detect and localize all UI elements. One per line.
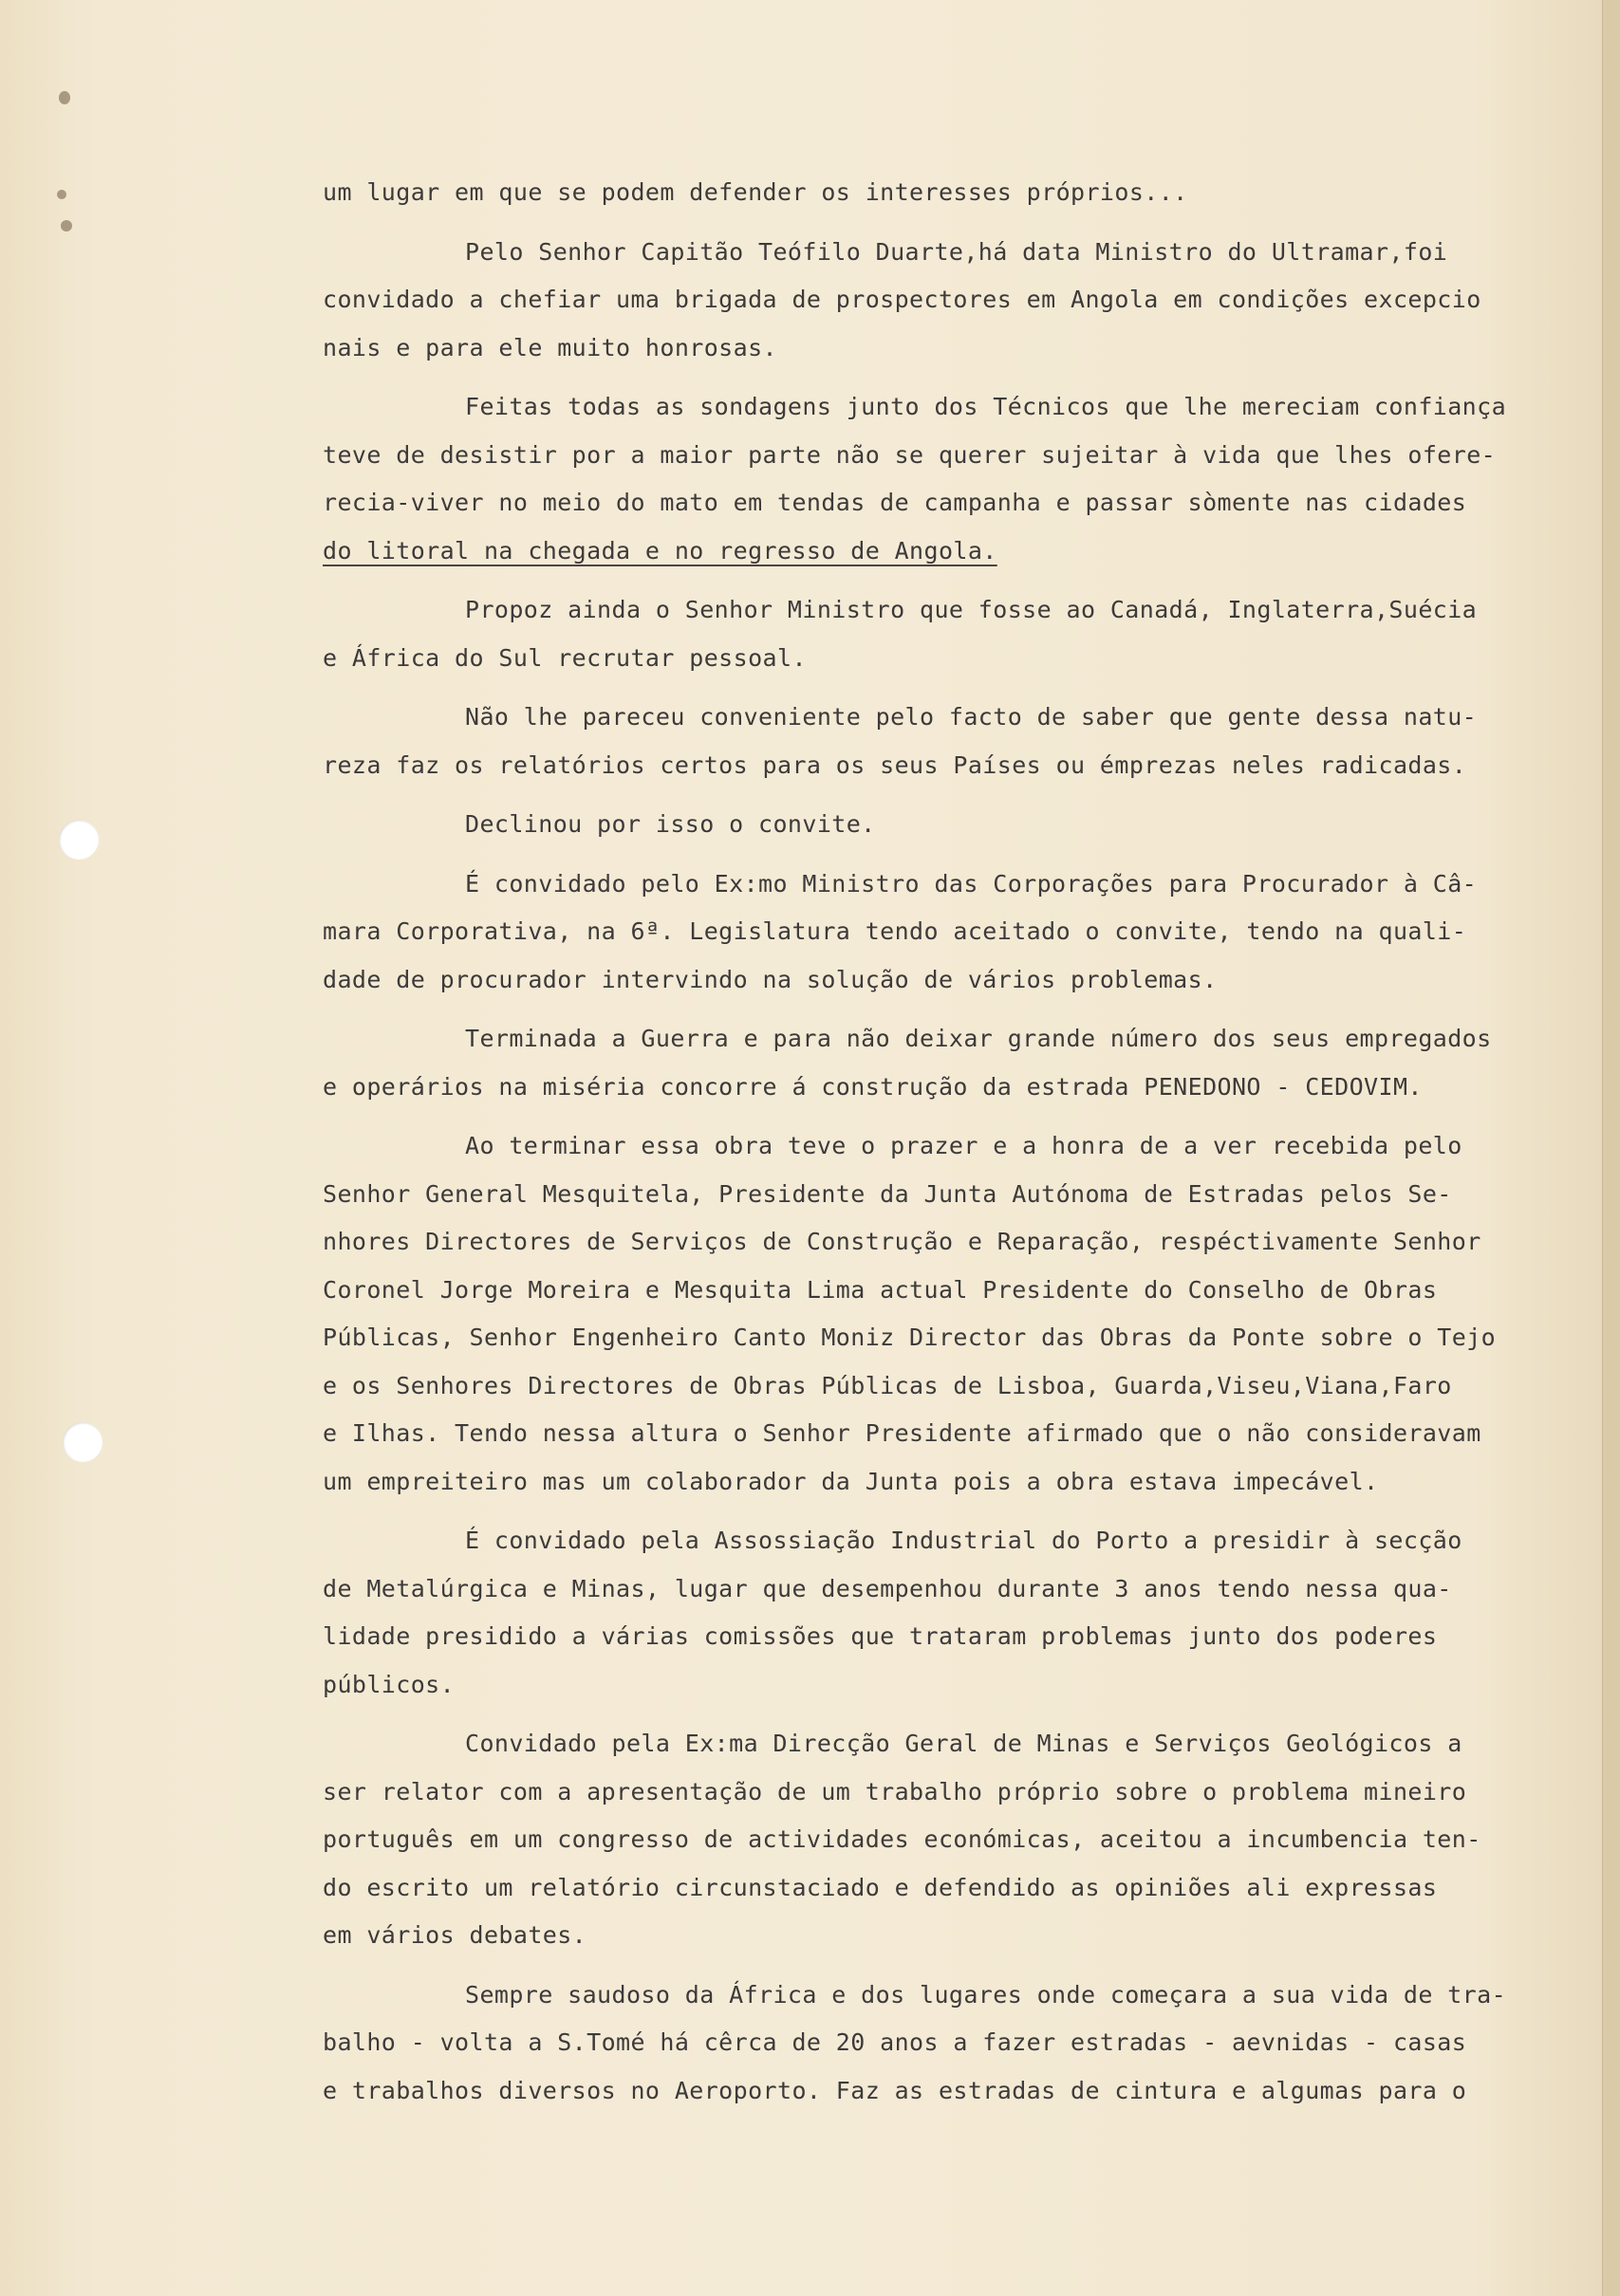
text-line: mara Corporativa, na 6ª. Legislatura tendo aceitado o convite, tendo na quali- bbox=[323, 917, 1467, 945]
paragraph bbox=[323, 586, 1594, 682]
text-line: um lugar em que se podem defender os interesses próprios... bbox=[323, 178, 1188, 206]
text-line: e África do Sul recrutar pessoal. bbox=[323, 643, 807, 672]
paragraph bbox=[323, 1972, 1594, 2116]
paper-stain bbox=[57, 190, 66, 199]
paper-stain bbox=[61, 220, 72, 231]
text-line: Feitas todas as sondagens junto dos Técnicos que lhe mereciam confiança bbox=[465, 393, 1507, 420]
text-line: nais e para ele muito honrosas. bbox=[323, 333, 777, 361]
text-line: Não lhe pareceu conveniente pelo facto de saber que gente dessa natu- bbox=[465, 703, 1478, 731]
text-line: um empreiteiro mas um colaborador da Junta pois a obra estava impecável. bbox=[323, 1467, 1379, 1495]
paragraph bbox=[323, 1720, 1594, 1960]
text-line: e os Senhores Directores de Obras Públicas de Lisboa, Guarda,Viseu,Viana,Faro bbox=[323, 1371, 1452, 1399]
text-line: e operários na miséria concorre á construção da estrada PENEDONO - CEDOVIM. bbox=[323, 1072, 1423, 1101]
text-line: Ao terminar essa obra teve o prazer e a honra de a ver recebida pelo bbox=[465, 1132, 1462, 1159]
text-line: dade de procurador intervindo na solução de vários problemas. bbox=[323, 965, 1218, 993]
paragraph bbox=[323, 1122, 1594, 1506]
paragraph bbox=[323, 694, 1594, 789]
text-line: português em um congresso de actividades económicas, aceitou a incumbencia ten- bbox=[323, 1825, 1481, 1853]
paragraph bbox=[323, 1015, 1594, 1111]
text-line: e Ilhas. Tendo nessa altura o Senhor Presidente afirmado que o não consideravam bbox=[323, 1419, 1481, 1447]
text-line: É convidado pelo Ex:mo Ministro das Corporações para Procurador à Câ- bbox=[465, 869, 1478, 898]
paragraph bbox=[323, 169, 1594, 217]
text-line: convidado a chefiar uma brigada de prospectores em Angola em condições excepcio bbox=[323, 286, 1481, 313]
text-line: Coronel Jorge Moreira e Mesquita Lima actual Presidente do Conselho de Obras bbox=[323, 1275, 1438, 1304]
page-edge bbox=[1602, 0, 1620, 2296]
text-line: recia-viver no meio do mato em tendas de campanha e passar sòmente nas cidades bbox=[323, 489, 1467, 516]
text-line: Senhor General Mesquitela, Presidente da Junta Autónoma de Estradas pelos Se- bbox=[323, 1179, 1452, 1208]
text-line: Terminada a Guerra e para não deixar grande número dos seus empregados bbox=[465, 1025, 1492, 1052]
paragraph bbox=[323, 861, 1594, 1005]
paragraph bbox=[323, 383, 1594, 575]
text-line: Sempre saudoso da África e dos lugares onde começara a sua vida de tra- bbox=[465, 1980, 1507, 2009]
text-line: Públicas, Senhor Engenheiro Canto Moniz Director das Obras da Ponte sobre o Tejo bbox=[323, 1324, 1497, 1351]
paragraph bbox=[323, 801, 1594, 849]
paper-stain bbox=[59, 91, 70, 104]
punch-hole bbox=[63, 1422, 102, 1462]
text-line: É convidado pela Assossiação Industrial do Porto a presidir à secção bbox=[465, 1527, 1462, 1554]
paragraph bbox=[323, 1517, 1594, 1709]
paragraph bbox=[323, 229, 1594, 373]
text-line: Pelo Senhor Capitão Teófilo Duarte,há data Ministro do Ultramar,foi bbox=[465, 237, 1448, 266]
text-line: Propoz ainda o Senhor Ministro que fosse ao Canadá, Inglaterra,Suécia bbox=[465, 596, 1478, 623]
underlined-text-line: do litoral na chegada e no regresso de Angola. bbox=[323, 536, 997, 565]
text-line: Convidado pela Ex:ma Direcção Geral de Minas e Serviços Geológicos a bbox=[465, 1730, 1462, 1757]
text-line: balho - volta a S.Tomé há cêrca de 20 anos a fazer estradas - aevnidas - casas bbox=[323, 2028, 1467, 2056]
text-line: ser relator com a apresentação de um trabalho próprio sobre o problema mineiro bbox=[323, 1777, 1467, 1805]
document-body bbox=[323, 169, 1594, 2126]
punch-hole bbox=[59, 820, 99, 860]
text-line: públicos. bbox=[323, 1670, 456, 1698]
text-line: de Metalúrgica e Minas, lugar que desempenhou durante 3 anos tendo nessa qua- bbox=[323, 1574, 1452, 1602]
text-line: teve de desistir por a maior parte não se querer sujeitar à vida que lhes ofere- bbox=[323, 440, 1497, 469]
text-line: lidade presidido a várias comissões que trataram problemas junto dos poderes bbox=[323, 1622, 1438, 1650]
text-line: Declinou por isso o convite. bbox=[465, 810, 876, 838]
text-line: nhores Directores de Serviços de Construção e Reparação, respéctivamente Senhor bbox=[323, 1228, 1481, 1255]
text-line: e trabalhos diversos no Aeroporto. Faz as estradas de cintura e algumas para o bbox=[323, 2076, 1467, 2104]
text-line: do escrito um relatório circunstaciado e defendido as opiniões ali expressas bbox=[323, 1873, 1438, 1901]
text-line: reza faz os relatórios certos para os seus Países ou émprezas neles radicadas. bbox=[323, 750, 1467, 779]
text-line: em vários debates. bbox=[323, 1921, 587, 1949]
